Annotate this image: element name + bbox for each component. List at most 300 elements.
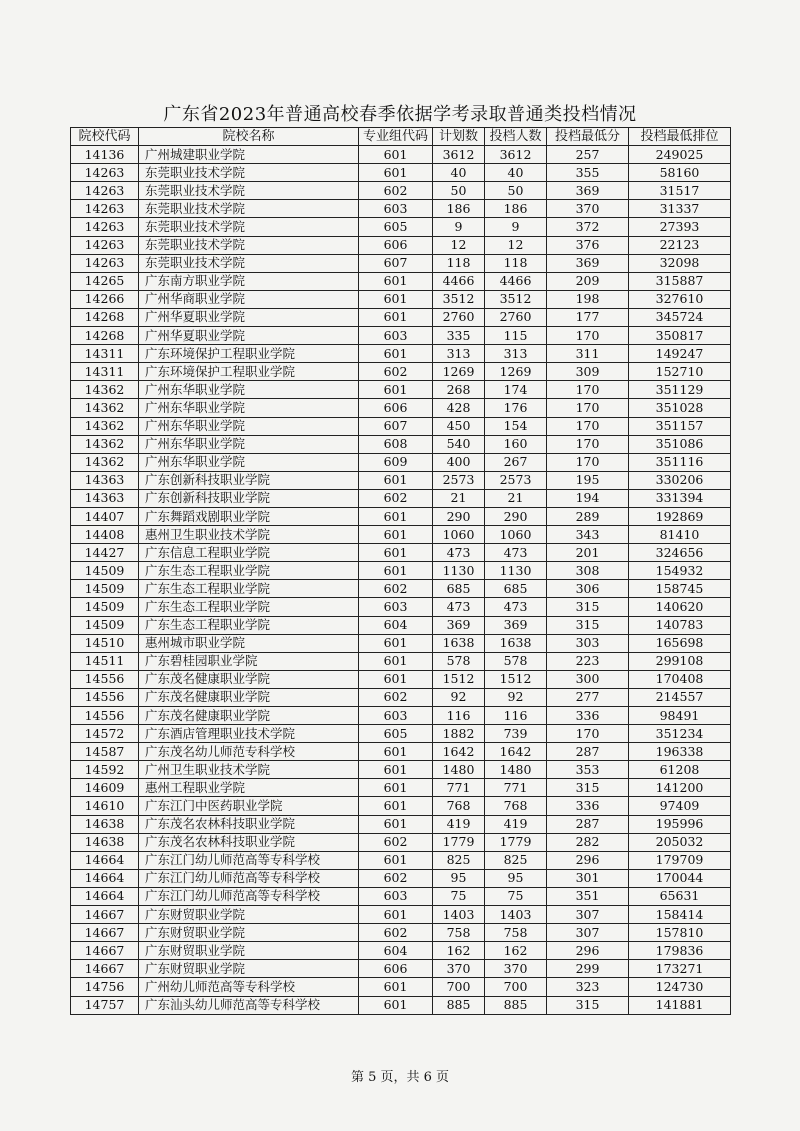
cell-plan-count: 428 [433, 399, 485, 417]
cell-min-score: 343 [547, 526, 629, 544]
cell-admitted-count: 1779 [485, 833, 547, 851]
cell-plan-count: 758 [433, 924, 485, 942]
cell-school-name: 广东创新科技职业学院 [139, 471, 359, 489]
cell-plan-count: 885 [433, 996, 485, 1014]
table-row [71, 562, 731, 580]
cell-min-score: 376 [547, 236, 629, 254]
cell-plan-count: 1060 [433, 526, 485, 544]
cell-group-code: 601 [359, 815, 433, 833]
admission-table [70, 127, 731, 1015]
cell-plan-count: 1130 [433, 562, 485, 580]
cell-group-code: 602 [359, 688, 433, 706]
cell-admitted-count: 95 [485, 869, 547, 887]
cell-school-name: 东莞职业技术学院 [139, 200, 359, 218]
cell-min-rank: 315887 [629, 272, 731, 290]
cell-min-rank: 299108 [629, 652, 731, 670]
cell-school-name: 广东茂名农林科技职业学院 [139, 815, 359, 833]
table-row [71, 381, 731, 399]
cell-min-rank: 196338 [629, 743, 731, 761]
cell-school-code: 14263 [71, 182, 139, 200]
cell-min-rank: 192869 [629, 507, 731, 525]
cell-admitted-count: 473 [485, 598, 547, 616]
cell-group-code: 603 [359, 327, 433, 345]
cell-plan-count: 268 [433, 381, 485, 399]
cell-school-code: 14509 [71, 598, 139, 616]
cell-admitted-count: 758 [485, 924, 547, 942]
cell-school-name: 广东茂名农林科技职业学院 [139, 833, 359, 851]
cell-admitted-count: 473 [485, 544, 547, 562]
table-row [71, 507, 731, 525]
cell-admitted-count: 115 [485, 327, 547, 345]
cell-admitted-count: 2573 [485, 471, 547, 489]
cell-plan-count: 290 [433, 507, 485, 525]
cell-school-code: 14263 [71, 200, 139, 218]
cell-min-score: 300 [547, 670, 629, 688]
cell-plan-count: 2760 [433, 308, 485, 326]
cell-school-code: 14407 [71, 507, 139, 525]
cell-min-rank: 140783 [629, 616, 731, 634]
table-row [71, 779, 731, 797]
cell-admitted-count: 370 [485, 960, 547, 978]
cell-group-code: 601 [359, 652, 433, 670]
header-school-name: 院校名称 [139, 128, 359, 146]
cell-school-name: 广州东华职业学院 [139, 417, 359, 435]
cell-plan-count: 685 [433, 580, 485, 598]
page-number: 第 5 页，共 6 页 [350, 1070, 450, 1085]
cell-group-code: 601 [359, 308, 433, 326]
cell-school-name: 广东财贸职业学院 [139, 960, 359, 978]
table-row [71, 869, 731, 887]
cell-admitted-count: 9 [485, 218, 547, 236]
cell-min-rank: 351028 [629, 399, 731, 417]
cell-school-code: 14667 [71, 942, 139, 960]
cell-min-rank: 351157 [629, 417, 731, 435]
table-row [71, 616, 731, 634]
cell-min-score: 307 [547, 924, 629, 942]
cell-min-score: 323 [547, 978, 629, 996]
cell-min-score: 315 [547, 598, 629, 616]
cell-school-name: 广东酒店管理职业技术学院 [139, 725, 359, 743]
cell-admitted-count: 154 [485, 417, 547, 435]
table-row [71, 797, 731, 815]
cell-plan-count: 95 [433, 869, 485, 887]
cell-min-rank: 158414 [629, 906, 731, 924]
table-row [71, 345, 731, 363]
cell-school-name: 广东信息工程职业学院 [139, 544, 359, 562]
cell-school-code: 14427 [71, 544, 139, 562]
cell-school-name: 广东环境保护工程职业学院 [139, 363, 359, 381]
cell-admitted-count: 739 [485, 725, 547, 743]
cell-admitted-count: 1642 [485, 743, 547, 761]
cell-plan-count: 313 [433, 345, 485, 363]
cell-school-code: 14363 [71, 471, 139, 489]
cell-school-name: 广州东华职业学院 [139, 453, 359, 471]
cell-school-name: 东莞职业技术学院 [139, 182, 359, 200]
cell-school-name: 广东茂名幼儿师范专科学校 [139, 743, 359, 761]
cell-admitted-count: 825 [485, 851, 547, 869]
table-row [71, 363, 731, 381]
cell-school-code: 14263 [71, 218, 139, 236]
cell-plan-count: 768 [433, 797, 485, 815]
table-header-row [71, 128, 731, 146]
cell-min-score: 195 [547, 471, 629, 489]
cell-school-name: 广东生态工程职业学院 [139, 562, 359, 580]
cell-group-code: 601 [359, 146, 433, 164]
cell-school-name: 广东生态工程职业学院 [139, 598, 359, 616]
cell-min-score: 315 [547, 996, 629, 1014]
table-row [71, 598, 731, 616]
cell-min-score: 307 [547, 906, 629, 924]
cell-admitted-count: 768 [485, 797, 547, 815]
cell-min-score: 201 [547, 544, 629, 562]
table-row [71, 761, 731, 779]
cell-min-rank: 173271 [629, 960, 731, 978]
cell-min-rank: 157810 [629, 924, 731, 942]
cell-group-code: 601 [359, 906, 433, 924]
cell-school-name: 东莞职业技术学院 [139, 236, 359, 254]
cell-plan-count: 771 [433, 779, 485, 797]
cell-school-name: 广东舞蹈戏剧职业学院 [139, 507, 359, 525]
cell-min-rank: 81410 [629, 526, 731, 544]
cell-group-code: 606 [359, 960, 433, 978]
cell-min-score: 177 [547, 308, 629, 326]
cell-school-name: 广东茂名健康职业学院 [139, 707, 359, 725]
cell-plan-count: 450 [433, 417, 485, 435]
cell-group-code: 604 [359, 616, 433, 634]
cell-admitted-count: 1638 [485, 634, 547, 652]
cell-school-name: 广东财贸职业学院 [139, 906, 359, 924]
cell-min-score: 315 [547, 779, 629, 797]
cell-min-rank: 331394 [629, 489, 731, 507]
cell-group-code: 601 [359, 761, 433, 779]
cell-min-rank: 58160 [629, 164, 731, 182]
cell-min-rank: 351129 [629, 381, 731, 399]
cell-admitted-count: 3512 [485, 290, 547, 308]
cell-school-name: 广东汕头幼儿师范高等专科学校 [139, 996, 359, 1014]
cell-plan-count: 335 [433, 327, 485, 345]
cell-school-name: 东莞职业技术学院 [139, 254, 359, 272]
cell-school-name: 广东江门中医药职业学院 [139, 797, 359, 815]
cell-admitted-count: 290 [485, 507, 547, 525]
cell-school-code: 14664 [71, 869, 139, 887]
cell-plan-count: 3612 [433, 146, 485, 164]
cell-group-code: 608 [359, 435, 433, 453]
cell-school-name: 广州华夏职业学院 [139, 308, 359, 326]
table-row [71, 453, 731, 471]
cell-group-code: 602 [359, 924, 433, 942]
cell-min-score: 370 [547, 200, 629, 218]
cell-admitted-count: 885 [485, 996, 547, 1014]
cell-school-name: 惠州工程职业学院 [139, 779, 359, 797]
cell-plan-count: 1480 [433, 761, 485, 779]
cell-school-code: 14572 [71, 725, 139, 743]
cell-admitted-count: 313 [485, 345, 547, 363]
cell-plan-count: 419 [433, 815, 485, 833]
cell-admitted-count: 50 [485, 182, 547, 200]
cell-group-code: 601 [359, 164, 433, 182]
cell-min-rank: 351116 [629, 453, 731, 471]
cell-school-name: 惠州城市职业学院 [139, 634, 359, 652]
cell-group-code: 601 [359, 345, 433, 363]
table-row [71, 670, 731, 688]
cell-plan-count: 3512 [433, 290, 485, 308]
cell-school-code: 14756 [71, 978, 139, 996]
cell-min-score: 308 [547, 562, 629, 580]
table-row [71, 906, 731, 924]
cell-plan-count: 118 [433, 254, 485, 272]
cell-school-code: 14638 [71, 833, 139, 851]
cell-school-code: 14757 [71, 996, 139, 1014]
cell-admitted-count: 92 [485, 688, 547, 706]
cell-school-name: 广州华商职业学院 [139, 290, 359, 308]
table-row [71, 471, 731, 489]
header-admitted-count: 投档人数 [485, 128, 547, 146]
cell-admitted-count: 1269 [485, 363, 547, 381]
cell-min-score: 170 [547, 417, 629, 435]
cell-plan-count: 186 [433, 200, 485, 218]
cell-min-score: 223 [547, 652, 629, 670]
cell-min-score: 303 [547, 634, 629, 652]
cell-admitted-count: 75 [485, 887, 547, 905]
cell-school-name: 广州东华职业学院 [139, 399, 359, 417]
cell-group-code: 602 [359, 869, 433, 887]
cell-min-score: 277 [547, 688, 629, 706]
cell-school-code: 14362 [71, 399, 139, 417]
cell-group-code: 601 [359, 544, 433, 562]
table-row [71, 327, 731, 345]
table-row [71, 526, 731, 544]
cell-plan-count: 1403 [433, 906, 485, 924]
table-row [71, 544, 731, 562]
cell-min-rank: 22123 [629, 236, 731, 254]
cell-school-name: 广东江门幼儿师范高等专科学校 [139, 869, 359, 887]
cell-school-code: 14362 [71, 381, 139, 399]
cell-min-score: 289 [547, 507, 629, 525]
cell-plan-count: 1512 [433, 670, 485, 688]
header-min-rank: 投档最低排位 [629, 128, 731, 146]
table-row [71, 435, 731, 453]
cell-admitted-count: 4466 [485, 272, 547, 290]
cell-min-score: 296 [547, 942, 629, 960]
cell-admitted-count: 267 [485, 453, 547, 471]
cell-min-score: 351 [547, 887, 629, 905]
cell-admitted-count: 12 [485, 236, 547, 254]
cell-school-code: 14510 [71, 634, 139, 652]
cell-min-score: 311 [547, 345, 629, 363]
table-row [71, 200, 731, 218]
cell-group-code: 604 [359, 942, 433, 960]
cell-min-score: 170 [547, 725, 629, 743]
cell-plan-count: 473 [433, 598, 485, 616]
cell-admitted-count: 40 [485, 164, 547, 182]
cell-school-name: 广东生态工程职业学院 [139, 580, 359, 598]
cell-plan-count: 116 [433, 707, 485, 725]
cell-group-code: 601 [359, 290, 433, 308]
cell-min-rank: 152710 [629, 363, 731, 381]
cell-min-rank: 249025 [629, 146, 731, 164]
cell-plan-count: 578 [433, 652, 485, 670]
table-body [71, 146, 731, 1015]
cell-group-code: 607 [359, 254, 433, 272]
cell-school-code: 14265 [71, 272, 139, 290]
table-row [71, 996, 731, 1014]
cell-group-code: 602 [359, 489, 433, 507]
cell-plan-count: 1779 [433, 833, 485, 851]
cell-school-code: 14509 [71, 616, 139, 634]
page-title: 广东省2023年普通高校春季依据学考录取普通类投档情况 [163, 104, 637, 125]
cell-min-rank: 170408 [629, 670, 731, 688]
cell-school-code: 14263 [71, 164, 139, 182]
cell-group-code: 601 [359, 978, 433, 996]
cell-min-score: 306 [547, 580, 629, 598]
cell-school-code: 14610 [71, 797, 139, 815]
cell-school-code: 14556 [71, 670, 139, 688]
cell-min-rank: 141200 [629, 779, 731, 797]
table-row [71, 308, 731, 326]
table-row [71, 833, 731, 851]
cell-group-code: 601 [359, 272, 433, 290]
cell-school-name: 广东南方职业学院 [139, 272, 359, 290]
cell-group-code: 601 [359, 779, 433, 797]
cell-school-name: 广州华夏职业学院 [139, 327, 359, 345]
cell-group-code: 605 [359, 218, 433, 236]
cell-school-name: 广东茂名健康职业学院 [139, 688, 359, 706]
cell-min-score: 287 [547, 743, 629, 761]
cell-admitted-count: 176 [485, 399, 547, 417]
cell-school-name: 惠州卫生职业技术学院 [139, 526, 359, 544]
cell-min-score: 194 [547, 489, 629, 507]
cell-plan-count: 473 [433, 544, 485, 562]
cell-school-code: 14664 [71, 887, 139, 905]
table-row [71, 978, 731, 996]
cell-group-code: 601 [359, 471, 433, 489]
table-row [71, 634, 731, 652]
cell-min-rank: 324656 [629, 544, 731, 562]
cell-school-code: 14667 [71, 924, 139, 942]
cell-min-rank: 31337 [629, 200, 731, 218]
table-row [71, 580, 731, 598]
cell-min-score: 336 [547, 797, 629, 815]
cell-min-rank: 195996 [629, 815, 731, 833]
cell-min-rank: 179836 [629, 942, 731, 960]
cell-min-score: 257 [547, 146, 629, 164]
cell-plan-count: 825 [433, 851, 485, 869]
cell-group-code: 601 [359, 562, 433, 580]
table-row [71, 290, 731, 308]
cell-group-code: 601 [359, 743, 433, 761]
cell-plan-count: 1882 [433, 725, 485, 743]
cell-min-rank: 330206 [629, 471, 731, 489]
cell-min-score: 287 [547, 815, 629, 833]
cell-admitted-count: 3612 [485, 146, 547, 164]
cell-plan-count: 162 [433, 942, 485, 960]
cell-plan-count: 9 [433, 218, 485, 236]
cell-plan-count: 1642 [433, 743, 485, 761]
cell-school-code: 14362 [71, 417, 139, 435]
table-row [71, 218, 731, 236]
cell-group-code: 603 [359, 200, 433, 218]
cell-school-name: 广东碧桂园职业学院 [139, 652, 359, 670]
cell-school-code: 14511 [71, 652, 139, 670]
cell-school-code: 14638 [71, 815, 139, 833]
cell-school-code: 14587 [71, 743, 139, 761]
cell-admitted-count: 2760 [485, 308, 547, 326]
cell-min-score: 170 [547, 327, 629, 345]
cell-group-code: 602 [359, 182, 433, 200]
cell-school-name: 广州幼儿师范高等专科学校 [139, 978, 359, 996]
cell-min-score: 369 [547, 254, 629, 272]
cell-min-score: 282 [547, 833, 629, 851]
cell-admitted-count: 116 [485, 707, 547, 725]
cell-school-code: 14592 [71, 761, 139, 779]
cell-plan-count: 540 [433, 435, 485, 453]
cell-min-rank: 124730 [629, 978, 731, 996]
cell-min-rank: 345724 [629, 308, 731, 326]
cell-group-code: 603 [359, 598, 433, 616]
cell-min-rank: 31517 [629, 182, 731, 200]
cell-plan-count: 700 [433, 978, 485, 996]
cell-plan-count: 12 [433, 236, 485, 254]
cell-school-code: 14664 [71, 851, 139, 869]
table-row [71, 399, 731, 417]
table-row [71, 960, 731, 978]
cell-plan-count: 21 [433, 489, 485, 507]
table-row [71, 924, 731, 942]
cell-min-rank: 158745 [629, 580, 731, 598]
table-row [71, 743, 731, 761]
cell-school-code: 14556 [71, 707, 139, 725]
cell-school-code: 14266 [71, 290, 139, 308]
cell-min-score: 170 [547, 453, 629, 471]
cell-group-code: 605 [359, 725, 433, 743]
cell-min-score: 336 [547, 707, 629, 725]
table-row [71, 725, 731, 743]
cell-group-code: 602 [359, 363, 433, 381]
cell-plan-count: 75 [433, 887, 485, 905]
cell-school-name: 东莞职业技术学院 [139, 218, 359, 236]
table-row [71, 236, 731, 254]
cell-min-score: 372 [547, 218, 629, 236]
table-row [71, 272, 731, 290]
table-row [71, 707, 731, 725]
cell-school-code: 14268 [71, 308, 139, 326]
cell-admitted-count: 174 [485, 381, 547, 399]
cell-admitted-count: 369 [485, 616, 547, 634]
cell-min-score: 309 [547, 363, 629, 381]
cell-school-code: 14509 [71, 580, 139, 598]
cell-min-score: 301 [547, 869, 629, 887]
cell-min-rank: 154932 [629, 562, 731, 580]
cell-school-code: 14362 [71, 453, 139, 471]
cell-admitted-count: 771 [485, 779, 547, 797]
cell-group-code: 602 [359, 833, 433, 851]
cell-school-name: 广州卫生职业技术学院 [139, 761, 359, 779]
table-row [71, 942, 731, 960]
cell-plan-count: 4466 [433, 272, 485, 290]
cell-group-code: 606 [359, 399, 433, 417]
cell-school-code: 14362 [71, 435, 139, 453]
cell-min-score: 353 [547, 761, 629, 779]
cell-min-rank: 351234 [629, 725, 731, 743]
cell-school-code: 14263 [71, 254, 139, 272]
table-row [71, 652, 731, 670]
cell-admitted-count: 21 [485, 489, 547, 507]
cell-min-score: 299 [547, 960, 629, 978]
cell-min-rank: 32098 [629, 254, 731, 272]
cell-group-code: 601 [359, 507, 433, 525]
cell-school-code: 14136 [71, 146, 139, 164]
header-plan-count: 计划数 [433, 128, 485, 146]
